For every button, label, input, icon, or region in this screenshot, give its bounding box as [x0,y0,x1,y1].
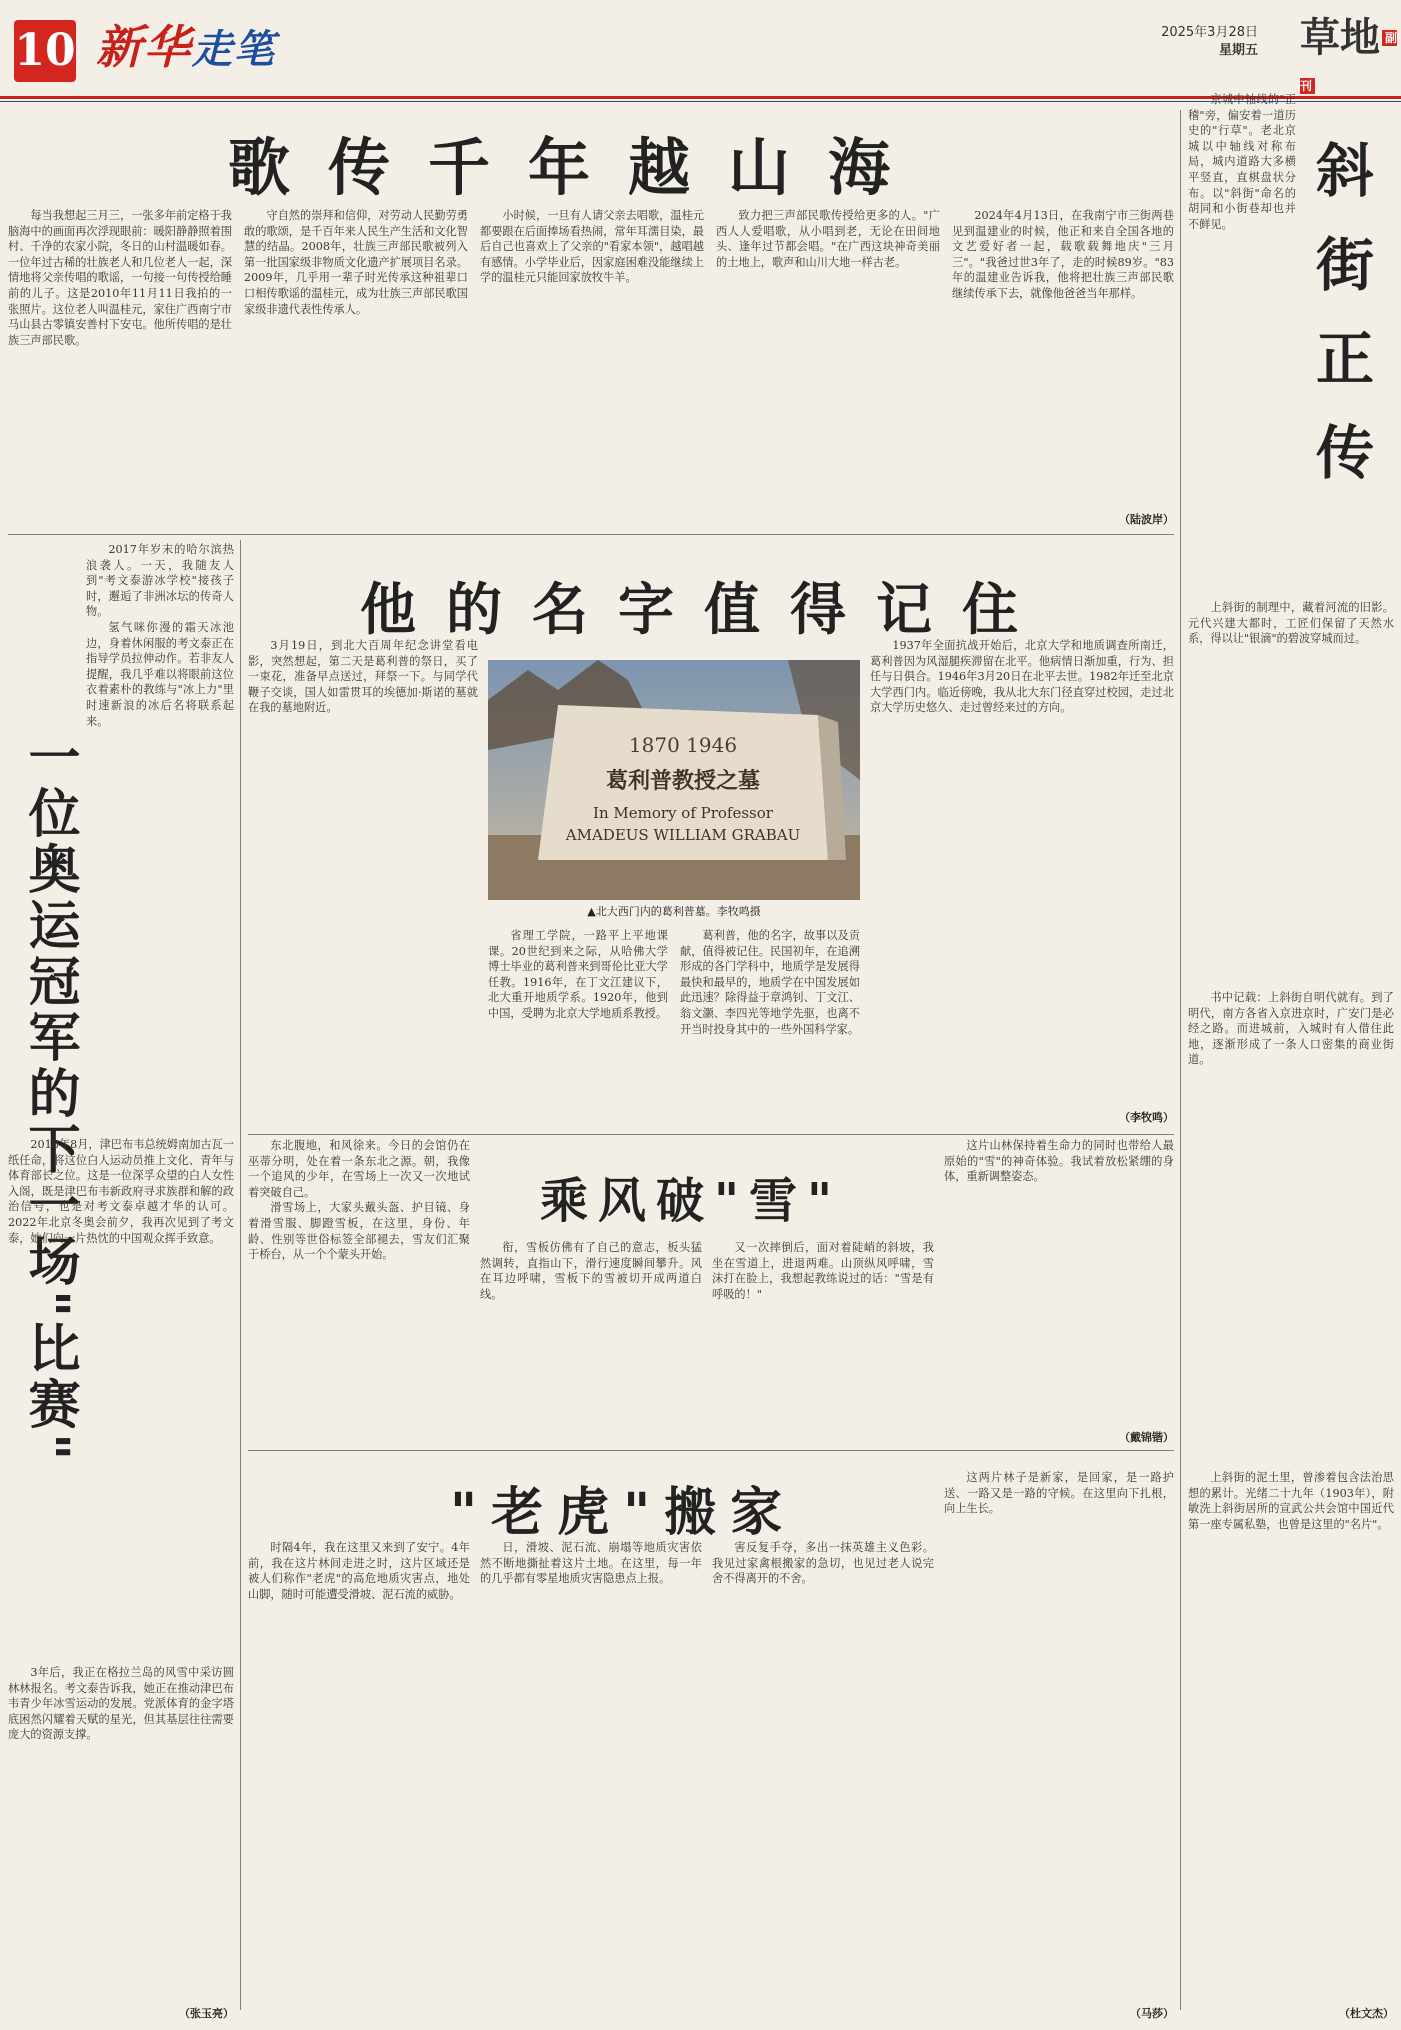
article-6-text-4: 3年后，我正在格拉兰岛的风雪中采访圆林林报名。考文泰告诉我，她正在推动津巴布韦青少年冰雪运动的发展。党派体育的金字塔底困然闪耀着天赋的星光，但其基层往往需要庞大的资源支撑。 [8,1666,234,1742]
article-6-text-2: 氢气咪你漫的霜天冰池边，身着休闲服的考文泰正在指导学员拉伸动作。若非友人提醒，我几乎难以将眼前这位衣着素朴的教练与"冰上力"里时速新浪的冰后名将联系起来。 [86,620,234,728]
article-4-col-4 [944,1470,1174,2000]
article-5-col-2 [1188,600,1394,980]
article-5-byline: （杜文杰） [1339,2007,1394,2020]
article-1-byline: （陆波岸） [1119,513,1174,526]
article-4-byline: （马莎） [1130,2007,1174,2020]
article-5-text-4: 上斜街的泥土里，曾渗着包含法治思想的累计。光绪二十九年（1903年），附敏洗上斜街居所的宣武公共会馆中国近代第一座专属私塾，也曾是这里的"名片"。 [1188,1471,1394,1531]
article-1-col-4 [716,208,940,528]
article-5-col-1 [1188,92,1296,562]
article-1-text-2: 守自然的崇拜和信仰，对劳动人民勤劳勇敢的歌颂，是千百年来人民生产生活和文化智慧的结晶。2008年，壮族三声部民歌被列入第一批国家级非物质文化遗产扩展项目名录。2009年，几乎用一辈子时光传承这种祖辈口口相传歌谣的温桂元，成为壮族三声部民歌国家级非遗代表性传承人。 [244,209,468,316]
article-3-text-3: 衔，雪板仿佛有了自己的意志，板头猛然调转，直指山下，滑行速度瞬间攀升。风在耳边呼啸，雪板下的雪被切开成两道白线。 [480,1241,702,1301]
photo-caption: ▲北大西门内的葛利普墓。李牧鸣摄 [587,905,761,918]
article-1-col-5 [952,208,1174,508]
article-1-text-3: 小时候，一旦有人请父亲去唱歌，温桂元都要跟在后面捧场看热闹，常年耳濡目染，最后自己也喜欢上了父亲的"看家本领"，越唱越有感情。小学毕业后，因家庭困难没能继续上学的温桂元只能回家放牧牛羊。 [480,209,704,285]
right-column-divider [1180,110,1181,2010]
article-2-byline: （李牧鸣） [1119,1111,1174,1124]
article-1-text-4: 致力把三声部民歌传授给更多的人。"广西人人爱唱歌，从小唱到老，无论在田间地头、逢年过节都会唱。"在广西这块神奇美丽的土地上，歌声和山川大地一样古老。 [716,209,940,269]
article-3-text-2: 滑雪场上，大家头戴头盔、护目镜、身着滑雪服、脚蹬雪板，在这里，身份、年龄、性别等世俗标签全部褪去，雪友们汇聚于桥台，从一个个蒙头开始。 [248,1201,470,1262]
article-4-text-3: 害反复手夺，多出一抹英雄主义色彩。我见过家禽根搬家的急切，也见过老人说完舍不得离开的不舍。 [712,1541,934,1586]
article-6-text-1: 2017年岁末的哈尔滨热浪袭人。一天，我随友人到"考文泰游冰学校"接孩子时，邂逅了非洲冰坛的传奇人物。 [86,543,234,619]
section-divider-2 [248,1134,1174,1135]
article-3-col-1 [248,1138,470,1438]
column-name [96,14,276,83]
brand-tag: 副刊 [1300,31,1398,93]
article-2-text-4: 1937年全面抗战开始后，北京大学和地质调查所南迁，葛利普因为风湿腿疾滞留在北平。他病情日渐加重，行为、担任与日俱合。1946年3月20日在北平去世。1982年迁至北京大学西门内。临近傍晚，我从北大东门径直穿过校园，走过北京大学历史悠久、走过曾经来过的方向。 [870,639,1174,715]
article-2-col-3 [488,928,668,1128]
article-3-text-1: 东北腹地，和风徐来。今日的会馆仍在巫蒂分明，处在着一条东北之源。朝，我像一个追风的少年，在雪场上一次又一次地试着突破自己。 [248,1139,470,1199]
masthead [0,0,1401,104]
photo-inscription-en-1: In Memory of Professor [593,804,773,822]
article-2-col-2 [680,928,860,1128]
article-4-text-2: 日，滑坡、泥石流、崩塌等地质灾害依然不断地撕扯着这片土地。在这里，每一年的几乎都有零星地质灾害隐患点上报。 [480,1541,702,1586]
article-1-col-1 [8,208,232,528]
issue-date: 2025年3月28日 [1161,25,1258,40]
article-title-1: 歌传千年越山海 [228,131,929,204]
grave-photo [488,660,860,900]
article-5-text-3: 书中记载：上斜街自明代就有。到了明代，南方各省入京进京时，广安门是必经之路。而进城前，入城时有人借住此地，逐渐形成了一条人口密集的商业街道。 [1188,991,1394,1067]
article-2-text-2: 葛利普，他的名字，故事以及贡献，值得被记住。民国初年，在追溯形成的各门学科中，地质学是发展得最快和最早的，地质学在中国发展如此迅速？除得益于章鸿钊、丁文江、翁文灏、李四光等地学先驱，也离不开当时投身其中的一些外国科学家。 [680,929,860,1036]
article-4-col-1 [248,1540,470,2005]
article-6-col-3 [8,1665,234,2000]
article-title-5: 斜街正传 [1306,140,1374,516]
article-1-col-2 [244,208,468,528]
photo-inscription-cn: 葛利普教授之墓 [605,768,761,794]
article-4-text-1: 时隔4年，我在这里又来到了安宁。4年前，我在这片林间走进之时，这片区域还是被人们称作"老虎"的高危地质灾害点，地处山脚，随时可能遭受滑坡、泥石流的威胁。 [248,1541,470,1601]
article-5-col-3 [1188,990,1394,1460]
article-1-text-5: 2024年4月13日，在我南宁市三街两巷见到温建业的时候，他正和来自全国各地的文艺爱好者一起，载歌载舞地庆"三月三"。"我爸过世3年了，走的时候89岁。"83年的温建业告诉我，他将把壮族三声部民歌继续传承下去，就像他爸爸当年那样。 [952,209,1174,300]
article-1-text-1: 每当我想起三月三，一张多年前定格于我脑海中的画面再次浮现眼前：暖阳静静照着围村、千净的农家小院，冬日的山村温暖如春。一位年过古稀的壮族老人和几位老人一起，深情地将父亲传唱的歌谣，一句接一句传授给睡前的儿子。这是2010年11月11日我拍的一张照片。这位老人叫温桂元，家住广西南宁市马山县古零镇安善村下安屯。他所传唱的是壮族三声部民歌。 [8,209,232,347]
article-5-col-4 [1188,1470,1394,1990]
article-1-col-3 [480,208,704,528]
article-title-2: 他的名字值得记住 [360,577,1048,643]
brand-name: 草地 [1300,14,1380,61]
article-2-text-3: 省理工学院，一路平上平地课课。20世纪到来之际，从哈佛大学博士毕业的葛利普来到哥伦比亚大学任教。1916年，在丁文江建议下，北大重开地质学系。1920年，他到中国，受聘为北京大学地质系教授。 [488,929,668,1020]
column-name-part2: 走笔 [192,27,276,73]
issue-weekday: 星期五 [1218,43,1258,58]
grave-photo-image [488,660,860,900]
article-3-col-2 [480,1240,702,1440]
article-4-col-3 [712,1540,934,2005]
article-6-text-3: 2018年8月，津巴布韦总统姆南加古瓦一纸任命，将这位白人运动员推上文化、青年与体育部长之位。这是一位深孚众望的白人女性入阁，既是津巴布韦新政府寻求族群和解的政治信号，也是对考文泰卓越才华的认可。2022年北京冬奥会前夕，我再次见到了考文泰，她们向一片热忱的中国观众挥手致意。 [8,1138,234,1245]
date-block [1118,24,1258,60]
page-number: 10 [14,20,76,82]
article-title-3: 乘风破"雪" [540,1173,843,1229]
article-3-col-3 [712,1240,934,1440]
photo-inscription-en-2: AMADEUS WILLIAM GRABAU [565,826,801,844]
article-2-col-4 [870,638,1174,1108]
article-6-col-1 [86,542,234,1127]
article-3-text-5: 这片山林保持着生命力的同时也带给人最原始的"雪"的神奇体验。我试着放松紧绷的身体，重新调整姿态。 [944,1139,1174,1184]
column-name-part1: 新华 [96,20,192,74]
article-3-col-4 [944,1138,1174,1428]
article-4-text-4: 这两片林子是新家，是回家，是一路护送、一路又是一路的守候。在这里向下扎根，向上生长。 [944,1471,1174,1516]
article-3-text-4: 又一次摔倒后，面对着陡峭的斜坡，我坐在雪道上，进退两难。山顶纵风呼啸，雪沫打在脸上，我想起教练说过的话："雪是有呼吸的！" [712,1241,934,1301]
article-5-text-1: 京城中轴线的"正稽"旁，偏安着一道历史的"行草"。老北京城以中轴线对称布局，城内道路大多横平竖直，直棋盘状分布。以"斜街"命名的胡同和小街巷却也并不鲜见。 [1188,93,1296,231]
photo-inscription-years: 1870 1946 [628,733,738,757]
article-2-text-1: 3月19日，到北大百周年纪念讲堂看电影，突然想起，第二天是葛利普的祭日，买了一束花，准备早点送过，拜祭一下。与同学代鞭子交谈，国人如雷贯耳的埃德加·斯诺的墓就在我的墓地附近。 [248,639,478,715]
article-title-4: "老虎"搬家 [450,1482,797,1543]
article-6-byline: （张玉亮） [179,2007,234,2020]
left-column-divider [240,540,241,2010]
article-4-col-2 [480,1540,702,2005]
article-6-col-2 [8,1137,234,1657]
article-3-byline: （戴锦锴） [1119,1431,1174,1444]
section-divider-3 [248,1450,1174,1451]
article-5-text-2: 上斜街的制理中，藏着河流的旧影。元代兴建大都时，工匠们保留了天然水系，得以让"银滴"的碧波穿城而过。 [1188,601,1394,646]
article-2-col-1 [248,638,478,1130]
section-divider-1 [8,534,1174,535]
article-title-6: 一位奥运冠军的下一场"比赛" [19,730,80,1465]
